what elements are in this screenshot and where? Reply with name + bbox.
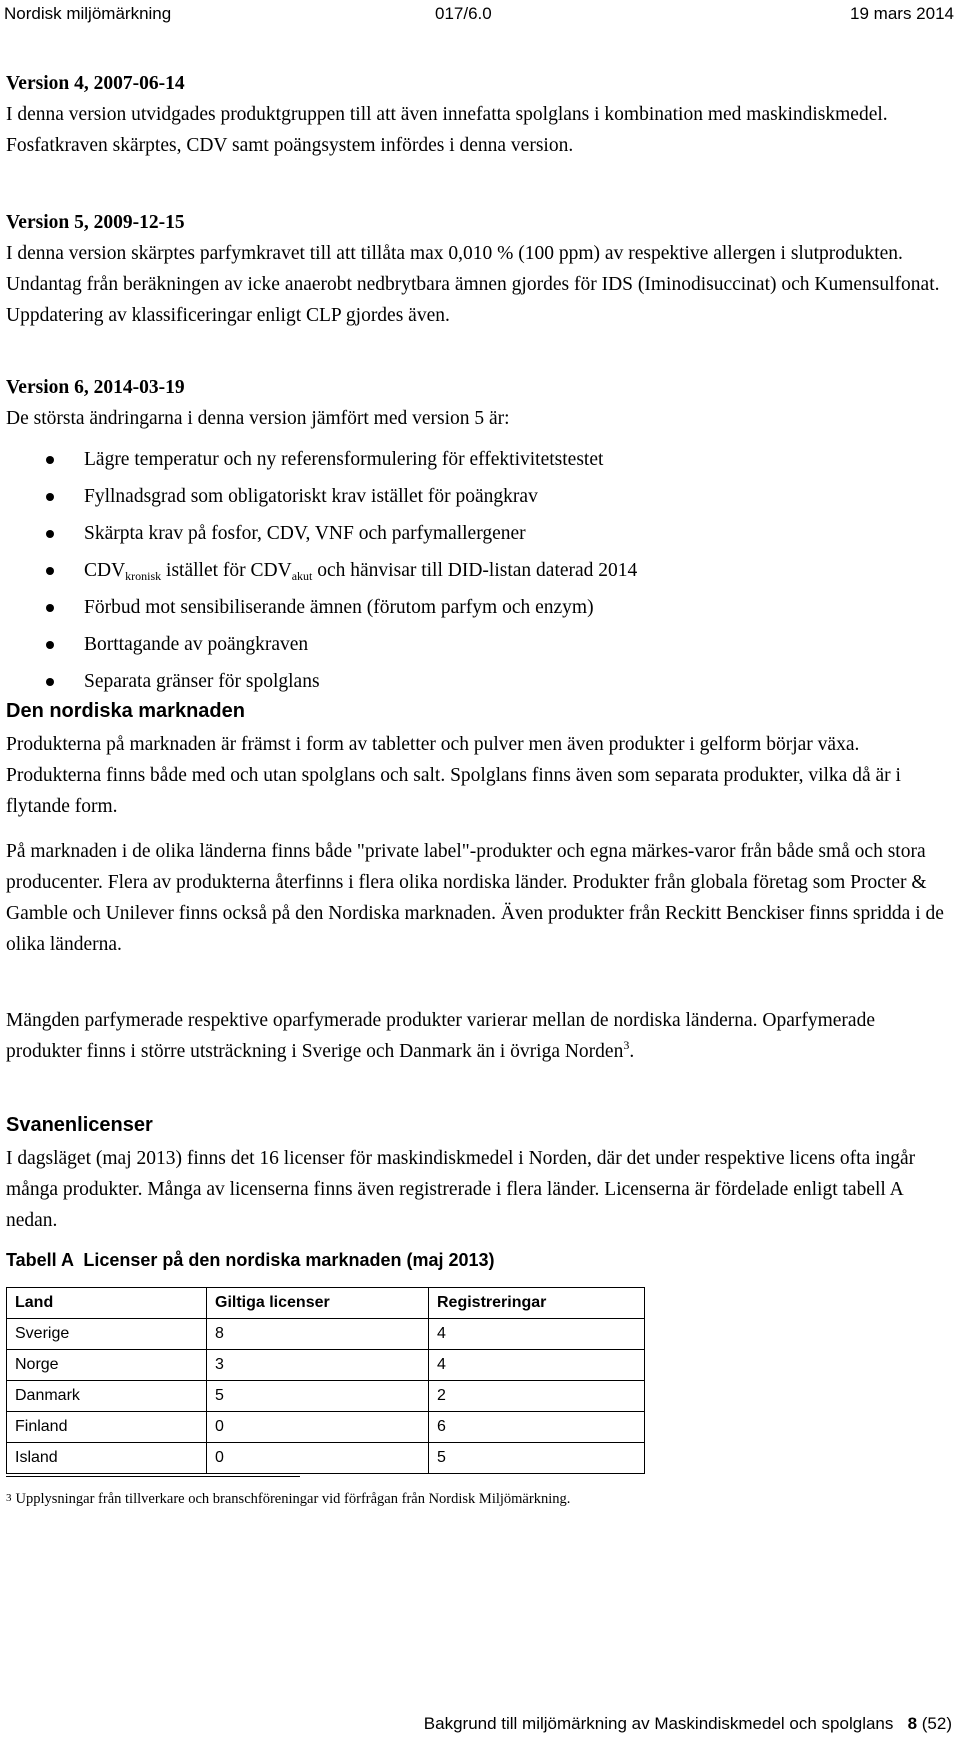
list-item: Borttagande av poängkraven <box>46 626 946 663</box>
bullet-icon <box>46 493 54 501</box>
market-paragraph-1: Produkterna på marknaden är främst i form av tabletter och pulver men även produkter i gelform börjar växa. Produkterna finns både med och utan spolglans och salt. Spolglans finns även som separata produkter, vilka då är i flytande form. <box>6 734 901 817</box>
version-6-title: Version 6, 2014-03-19 <box>6 377 185 398</box>
page-number: 8 <box>907 1714 918 1733</box>
section-heading-market: Den nordiska marknaden <box>6 700 245 722</box>
bullet-icon <box>46 456 54 464</box>
table-cell: 0 <box>207 1443 429 1474</box>
version-4-section <box>6 68 952 161</box>
column-header: Land <box>7 1288 207 1319</box>
table-header-row <box>7 1288 645 1319</box>
header-doc-number: 017/6.0 <box>435 4 492 23</box>
changes-list <box>46 441 946 700</box>
list-item: Skärpta krav på fosfor, CDV, VNF och parfymallergener <box>46 515 946 552</box>
header-date: 19 mars 2014 <box>850 4 954 23</box>
footnote-ref: 3 <box>623 1038 630 1052</box>
table-row <box>7 1381 645 1412</box>
table-cell: 5 <box>429 1443 645 1474</box>
page-total: (52) <box>921 1714 952 1733</box>
market-paragraph-3: Mängden parfymerade respektive oparfymerade produkter varierar mellan de nordiska länderna. Oparfymerade produkter finns i större utsträckning i Sverige och Danmark än i övriga Norden$^3$. <box>6 1010 875 1062</box>
footnote-divider <box>6 1476 300 1477</box>
table-cell: Sverige <box>7 1319 207 1350</box>
bullet-icon <box>46 604 54 612</box>
table-cell: 2 <box>429 1381 645 1412</box>
list-item: $CDV_{kronisk}$ istället för $CDV_{akut}$ och hänvisar till DID-listan daterad 2014 <box>46 552 946 589</box>
footer-title: Bakgrund till miljömärkning av Maskindiskmedel och spolglans <box>423 1714 894 1733</box>
list-item: Lägre temperatur och ny referensformulering för effektivitetstestet <box>46 441 946 478</box>
table-cell: Danmark <box>7 1381 207 1412</box>
version-6-section <box>6 372 952 434</box>
table-cell: Norge <box>7 1350 207 1381</box>
column-header: Giltiga licenser <box>207 1288 429 1319</box>
page-footer <box>424 1712 952 1736</box>
page-header <box>0 0 960 28</box>
bullet-icon <box>46 641 54 649</box>
table-cell: 0 <box>207 1412 429 1443</box>
version-6-intro: De största ändringarna i denna version jämfört med version 5 är: <box>6 408 510 429</box>
table-row <box>7 1319 645 1350</box>
bullet-icon <box>46 530 54 538</box>
list-item: Separata gränser för spolglans <box>46 663 946 700</box>
table-title: Tabell A Licenser på den nordiska marknaden (maj 2013) <box>6 1250 495 1270</box>
list-item: Förbud mot sensibiliserande ämnen (förutom parfym och enzym) <box>46 589 946 626</box>
footnote <box>6 1488 570 1509</box>
table-cell: Finland <box>7 1412 207 1443</box>
table-cell: 5 <box>207 1381 429 1412</box>
licenses-paragraph: I dagsläget (maj 2013) finns det 16 licenser för maskindiskmedel i Norden, där det under respektive licens ofta ingår många produkter. Många av licenserna finns även registrerade i flera länder. Licenserna är fördelade enligt tabell A nedan. <box>6 1148 916 1231</box>
table-cell: 4 <box>429 1319 645 1350</box>
table-cell: 4 <box>429 1350 645 1381</box>
version-4-title: Version 4, 2007-06-14 <box>6 73 185 94</box>
version-4-text: I denna version utvidgades produktgruppen till att även innefatta spolglans i kombination med maskindiskmedel. Fosfatkraven skärptes, CDV samt poängsystem infördes i denna version. <box>6 104 888 156</box>
table-cell: Island <box>7 1443 207 1474</box>
version-5-section <box>6 207 952 331</box>
table-row <box>7 1412 645 1443</box>
version-5-text: I denna version skärptes parfymkravet till att tillåta max 0,010 % (100 ppm) av respektive allergen i slutprodukten. Undantag från beräkningen av icke anaerobt nedbrytbara ämnen gjordes för IDS (Iminodisuccinat) och Kumensulfonat. Uppdatering av klassificeringar enligt CLP gjordes även. <box>6 243 940 326</box>
footnote-text: Upplysningar från tillverkare och branschföreningar vid förfrågan från Nordisk Miljömärkning. <box>15 1491 571 1507</box>
version-5-title: Version 5, 2009-12-15 <box>6 212 185 233</box>
table-cell: 6 <box>429 1412 645 1443</box>
list-item: Fyllnadsgrad som obligatoriskt krav istället för poängkrav <box>46 478 946 515</box>
licenses-table <box>6 1287 645 1474</box>
table-cell: 8 <box>207 1319 429 1350</box>
bullet-icon <box>46 567 54 575</box>
market-paragraph-2: På marknaden i de olika länderna finns både "private label"-produkter och egna märkes-varor från både små och stora producenter. Flera av produkterna återfinns i flera olika nordiska länder. Produkter från globala företag som Procter & Gamble och Unilever finns också på den Nordiska marknaden. Även produkter från Reckitt Benckiser finns spridda i de olika länderna. <box>6 841 944 955</box>
column-header: Registreringar <box>429 1288 645 1319</box>
header-left: Nordisk miljömärkning <box>4 4 172 23</box>
section-heading-licenses: Svanenlicenser <box>6 1114 153 1136</box>
bullet-icon <box>46 678 54 686</box>
table-cell: 3 <box>207 1350 429 1381</box>
footnote-number: 3 <box>6 1492 12 1504</box>
table-row <box>7 1350 645 1381</box>
table-row <box>7 1443 645 1474</box>
